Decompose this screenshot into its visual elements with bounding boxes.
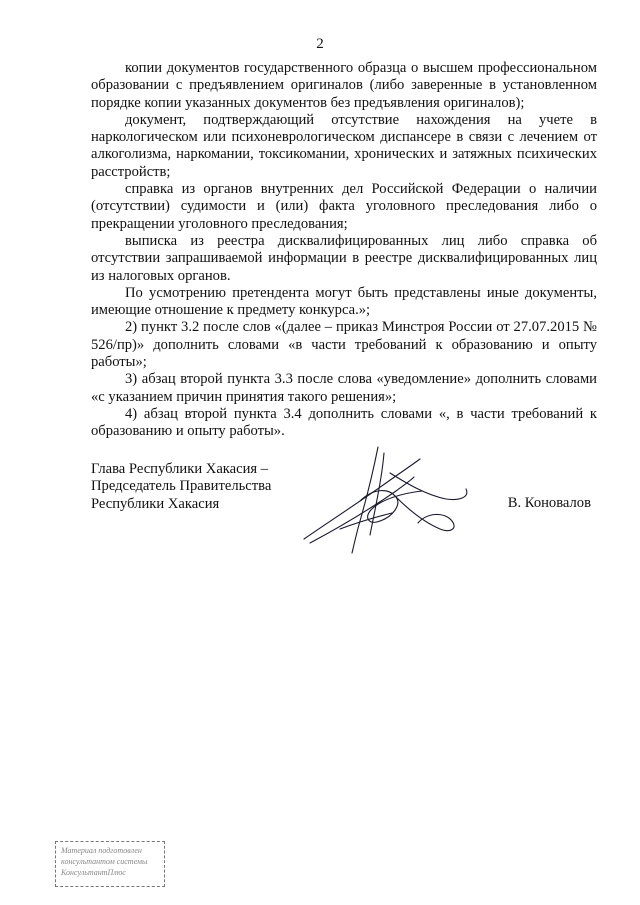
consultant-stamp: [55, 841, 165, 887]
paragraph: 3) абзац второй пункта 3.3 после слова «уведомление» дополнить словами «с указанием причин принятия такого решения»;: [91, 371, 597, 405]
paragraph: справка из органов внутренних дел Российской Федерации о наличии (отсутствии) судимости и (или) факта уголовного преследования либо о прекращении уголовного преследования;: [91, 181, 597, 232]
signatory-position-line: Глава Республики Хакасия –: [91, 461, 269, 477]
stamp-line: Материал подготовлен: [61, 846, 142, 855]
paragraph: документ, подтверждающий отсутствие нахождения на учете в наркологическом или психоневрологическом диспансере в связи с лечением от алкоголизма, наркомании, токсикомании, хронических и затяжных психических расстройств;: [91, 111, 597, 180]
handwritten-signature: [300, 443, 500, 555]
paragraph: По усмотрению претендента могут быть представлены иные документы, имеющие отношение к предмету конкурса.»;: [91, 284, 597, 319]
stamp-line: КонсультантПлюс: [61, 868, 126, 877]
signatory-position-line: Республики Хакасия: [91, 495, 220, 512]
document-body: [91, 60, 597, 441]
signatory-name: В. Коновалов: [507, 495, 591, 511]
paragraph: копии документов государственного образца о высшем профессиональном образовании с предъявлением оригиналов (либо заверенные в установленном порядке копии указанных документов без предъявления оригиналов);: [91, 60, 597, 111]
signatory-position-line: Председатель Правительства: [91, 478, 272, 495]
paragraph: выписка из реестра дисквалифицированных лиц либо справка об отсутствии запрашиваемой информации в реестре дисквалифицированных лиц из налоговых органов.: [91, 232, 597, 284]
page-number: 2: [316, 36, 324, 52]
stamp-line: консультантом системы: [61, 857, 148, 866]
paragraph: 4) абзац второй пункта 3.4 дополнить словами «, в части требований к образованию и опыту работы».: [91, 405, 597, 440]
paragraph: 2) пункт 3.2 после слов «(далее – приказ Минстроя России от 27.07.2015 № 526/пр)» дополнить словами «в части требований к образованию и опыту работы»;: [91, 319, 597, 371]
